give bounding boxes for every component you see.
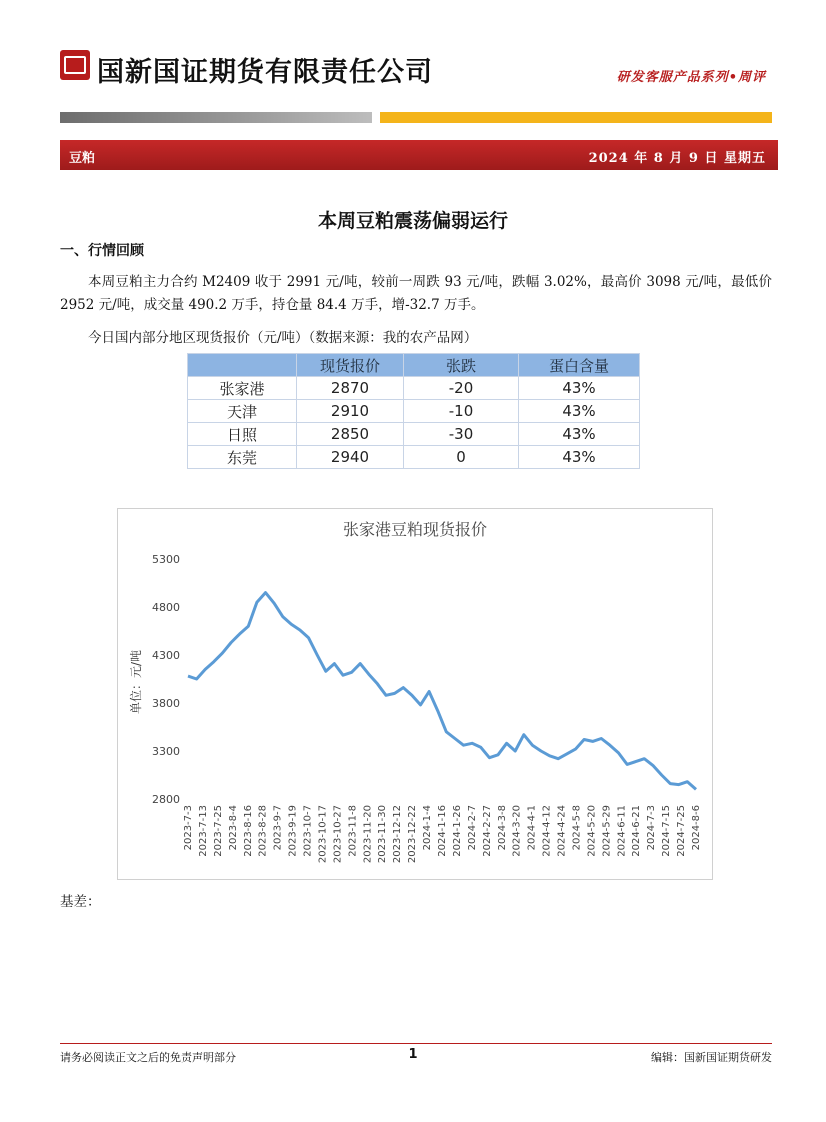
basis-label: 基差： — [60, 894, 101, 910]
y-tick-label: 4800 — [152, 601, 180, 614]
x-tick-label: 2023-7-13 — [197, 805, 209, 857]
table-header-cell: 张跌 — [404, 354, 519, 377]
market-review-paragraph: 本周豆粕主力合约 M2409 收于 2991 元/吨，较前一周跌 93 元/吨，跌幅 3.02%，最高价 3098 元/吨，最低价 2952 元/吨，成交量 490.2 万手，持仓量 84.4 万手，增-32.7 万手。 — [60, 274, 772, 313]
header-divider-gold — [380, 112, 772, 123]
footer-disclaimer: 请务必阅读正文之后的免责声明部分 — [60, 1051, 236, 1064]
category-label: 豆粕 — [69, 151, 96, 166]
x-tick-label: 2023-8-16 — [242, 805, 254, 857]
x-tick-label: 2023-9-7 — [272, 805, 284, 851]
x-tick-label: 2024-6-11 — [616, 805, 628, 857]
x-tick-label: 2024-8-6 — [691, 805, 702, 851]
table-cell: 2940 — [297, 446, 404, 469]
x-tick-label: 2023-10-17 — [317, 805, 329, 864]
x-tick-label: 2023-8-4 — [227, 805, 239, 851]
category-band — [60, 140, 778, 170]
table-row — [188, 446, 640, 469]
chart-y-axis-label: 单位：元/吨 — [129, 649, 143, 715]
x-tick-label: 2023-7-3 — [183, 805, 194, 851]
x-tick-label: 2023-11-20 — [362, 805, 374, 864]
x-tick-label: 2024-2-27 — [481, 805, 493, 857]
x-tick-label: 2024-3-20 — [511, 805, 523, 857]
y-tick-label: 4300 — [152, 649, 180, 662]
footer-editor: 编辑：国新国证期货研发 — [651, 1051, 772, 1064]
x-tick-label: 2023-8-28 — [257, 805, 269, 857]
table-cell: -10 — [404, 400, 519, 423]
table-cell: -30 — [404, 423, 519, 446]
table-cell: 2850 — [297, 423, 404, 446]
chart-series-line — [188, 593, 696, 790]
table-cell: 0 — [404, 446, 519, 469]
y-tick-label: 3800 — [152, 697, 180, 710]
section-heading: 一、行情回顾 — [60, 243, 144, 259]
page-title: 本周豆粕震荡偏弱运行 — [317, 210, 508, 232]
company-logo-icon — [60, 50, 90, 80]
x-tick-label: 2024-4-24 — [556, 805, 568, 857]
x-tick-label: 2023-10-27 — [332, 805, 344, 864]
table-cell: 日照 — [188, 423, 297, 446]
x-tick-label: 2023-12-22 — [407, 805, 419, 864]
report-date: 2024 年 8 月 9 日 星期五 — [588, 151, 766, 166]
table-header-cell: 现货报价 — [297, 354, 404, 377]
x-tick-label: 2024-5-20 — [586, 805, 598, 857]
table-cell: -20 — [404, 377, 519, 400]
spot-price-chart — [117, 508, 713, 880]
table-cell: 天津 — [188, 400, 297, 423]
chart-title: 张家港豆粕现货报价 — [342, 520, 488, 539]
x-tick-label: 2023-12-12 — [392, 805, 404, 864]
x-tick-label: 2024-4-1 — [526, 805, 538, 851]
table-row — [188, 423, 640, 446]
x-tick-label: 2024-4-12 — [541, 805, 553, 857]
x-tick-label: 2024-1-4 — [422, 805, 434, 851]
x-tick-label: 2023-7-25 — [212, 805, 224, 857]
table-cell: 43% — [519, 423, 640, 446]
table-cell: 张家港 — [188, 377, 297, 400]
x-tick-label: 2023-10-7 — [302, 805, 314, 857]
x-tick-label: 2024-6-21 — [631, 805, 643, 857]
table-header-cell: 蛋白含量 — [519, 354, 640, 377]
page-number: 1 — [408, 1047, 418, 1062]
x-tick-label: 2024-3-8 — [496, 805, 508, 851]
table-header-cell — [188, 354, 297, 377]
x-tick-label: 2023-11-30 — [377, 805, 389, 864]
table-cell: 2910 — [297, 400, 404, 423]
table-row — [188, 400, 640, 423]
series-label: 研发客服产品系列•周评 — [616, 70, 766, 85]
x-tick-label: 2024-7-15 — [661, 805, 673, 857]
x-tick-label: 2024-2-7 — [466, 805, 478, 851]
footer-divider — [60, 1043, 772, 1044]
table-cell: 43% — [519, 377, 640, 400]
table-row — [188, 377, 640, 400]
spot-price-caption: 今日国内部分地区现货报价（元/吨）（数据来源：我的农产品网） — [88, 330, 478, 346]
company-name: 国新国证期货有限责任公司 — [97, 57, 433, 88]
x-tick-label: 2023-9-19 — [287, 805, 299, 857]
x-tick-label: 2024-1-16 — [437, 805, 448, 857]
y-tick-label: 5300 — [152, 553, 180, 566]
y-tick-label: 3300 — [152, 745, 180, 758]
x-tick-label: 2024-1-26 — [451, 805, 463, 857]
x-tick-label: 2024-7-25 — [676, 805, 688, 857]
table-cell: 东莞 — [188, 446, 297, 469]
table-header-row — [188, 354, 640, 377]
x-tick-label: 2024-7-3 — [646, 805, 658, 851]
table-cell: 43% — [519, 400, 640, 423]
x-tick-label: 2024-5-29 — [601, 805, 613, 857]
header-divider-gray — [60, 112, 372, 123]
table-cell: 2870 — [297, 377, 404, 400]
x-tick-label: 2024-5-8 — [571, 805, 583, 851]
spot-price-table — [187, 353, 640, 469]
table-cell: 43% — [519, 446, 640, 469]
chart-svg — [118, 509, 712, 879]
x-tick-label: 2023-11-8 — [347, 805, 359, 857]
y-tick-label: 2800 — [152, 793, 180, 806]
